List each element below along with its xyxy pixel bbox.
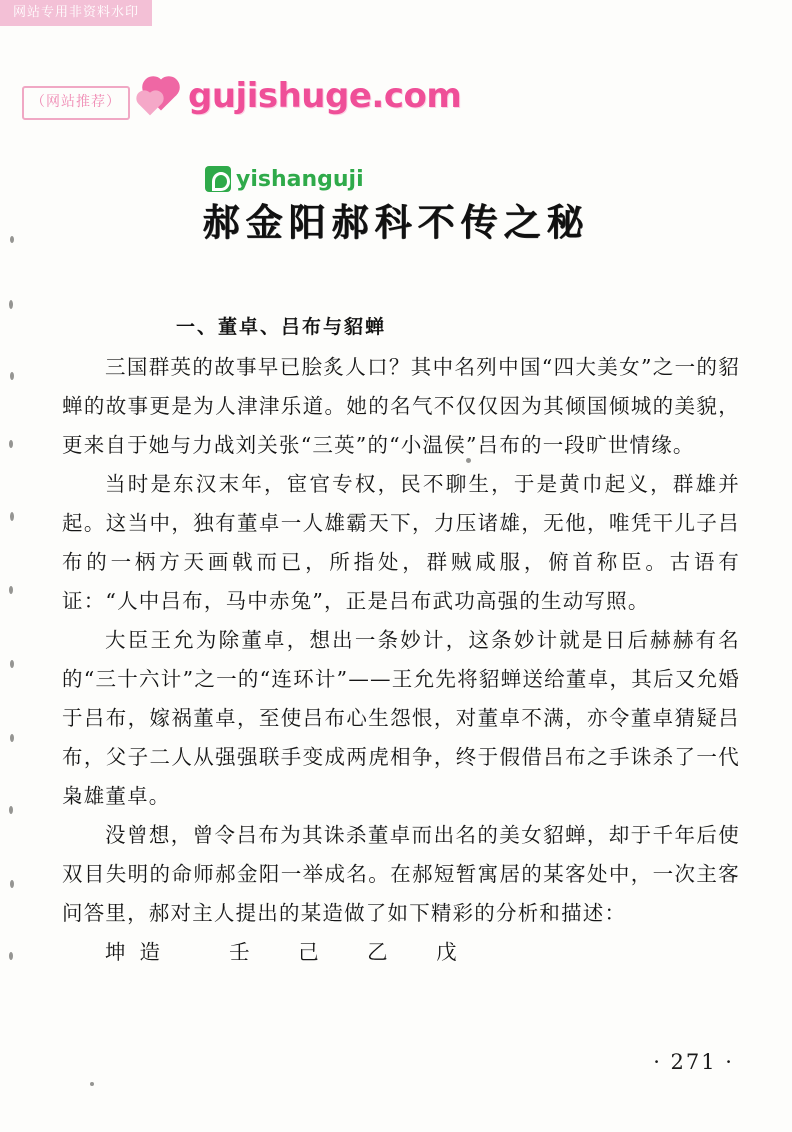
scan-speck (9, 440, 13, 448)
paragraph: 三国群英的故事早已脍炙人口？其中名列中国“四大美女”之一的貂蝉的故事更是为人津津乐道。她的名气不仅仅因为其倾国倾城的美貌，更来自于她与力战刘关张“三英”的“小温侯”吕布的一段旷世情缘。 (62, 355, 740, 457)
scan-speck (10, 372, 14, 380)
page-title: 郝金阳郝科不传之秘 (202, 201, 590, 244)
leaf-icon (205, 166, 231, 192)
paragraph: 当时是东汉末年，宦官专权，民不聊生，于是黄巾起义，群雄并起。这当中，独有董卓一人雄霸天下，力压诸雄，无他，唯凭干儿子吕布的一柄方天画戟而已，所指处，群贼咸服，俯首称臣。古语有证：“人中吕布，马中赤兔”，正是吕布武功高强的生动写照。 (62, 472, 740, 613)
chart-line: 坤造 壬 己 乙 戊 (105, 940, 471, 964)
section-heading: 一、董卓、吕布与貂蝉 (176, 316, 387, 338)
scan-speck (9, 300, 13, 309)
scan-speck (10, 880, 14, 888)
site-logo (140, 70, 461, 122)
scan-speck (10, 660, 14, 668)
scan-speck (10, 734, 14, 742)
watermark-recommend-badge: （网站推荐） (22, 86, 130, 120)
site-logo-text: gujishuge.com (188, 76, 462, 116)
paragraph: 没曾想，曾令吕布为其诛杀董卓而出名的美女貂蝉，却于千年后使双目失明的命师郝金阳一举成名。在郝短暂寓居的某客处中，一次主客问答里，郝对主人提出的某造做了如下精彩的分析和描述： (62, 823, 740, 925)
scan-speck (9, 586, 13, 594)
heart-icon (140, 70, 182, 122)
scan-speck (9, 952, 13, 960)
paragraph: 大臣王允为除董卓，想出一条妙计，这条妙计就是日后赫赫有名的“三十六计”之一的“连环计”——王允先将貂蝉送给董卓，其后又允婚于吕布，嫁祸董卓，至使吕布心生怨恨，对董卓不满，亦令董卓猜疑吕布，父子二人从强强联手变成两虎相争，终于假借吕布之手诛杀了一代枭雄董卓。 (62, 628, 740, 808)
scan-speck (10, 512, 14, 521)
green-watermark (205, 166, 364, 192)
scan-speck (90, 1082, 94, 1086)
scan-speck (9, 806, 13, 814)
body-text (62, 348, 740, 972)
green-watermark-text: yishanguji (236, 166, 364, 192)
page-number: · 271 · (653, 1050, 734, 1074)
watermark-top-bar: 网站专用非资料水印 (0, 0, 152, 26)
